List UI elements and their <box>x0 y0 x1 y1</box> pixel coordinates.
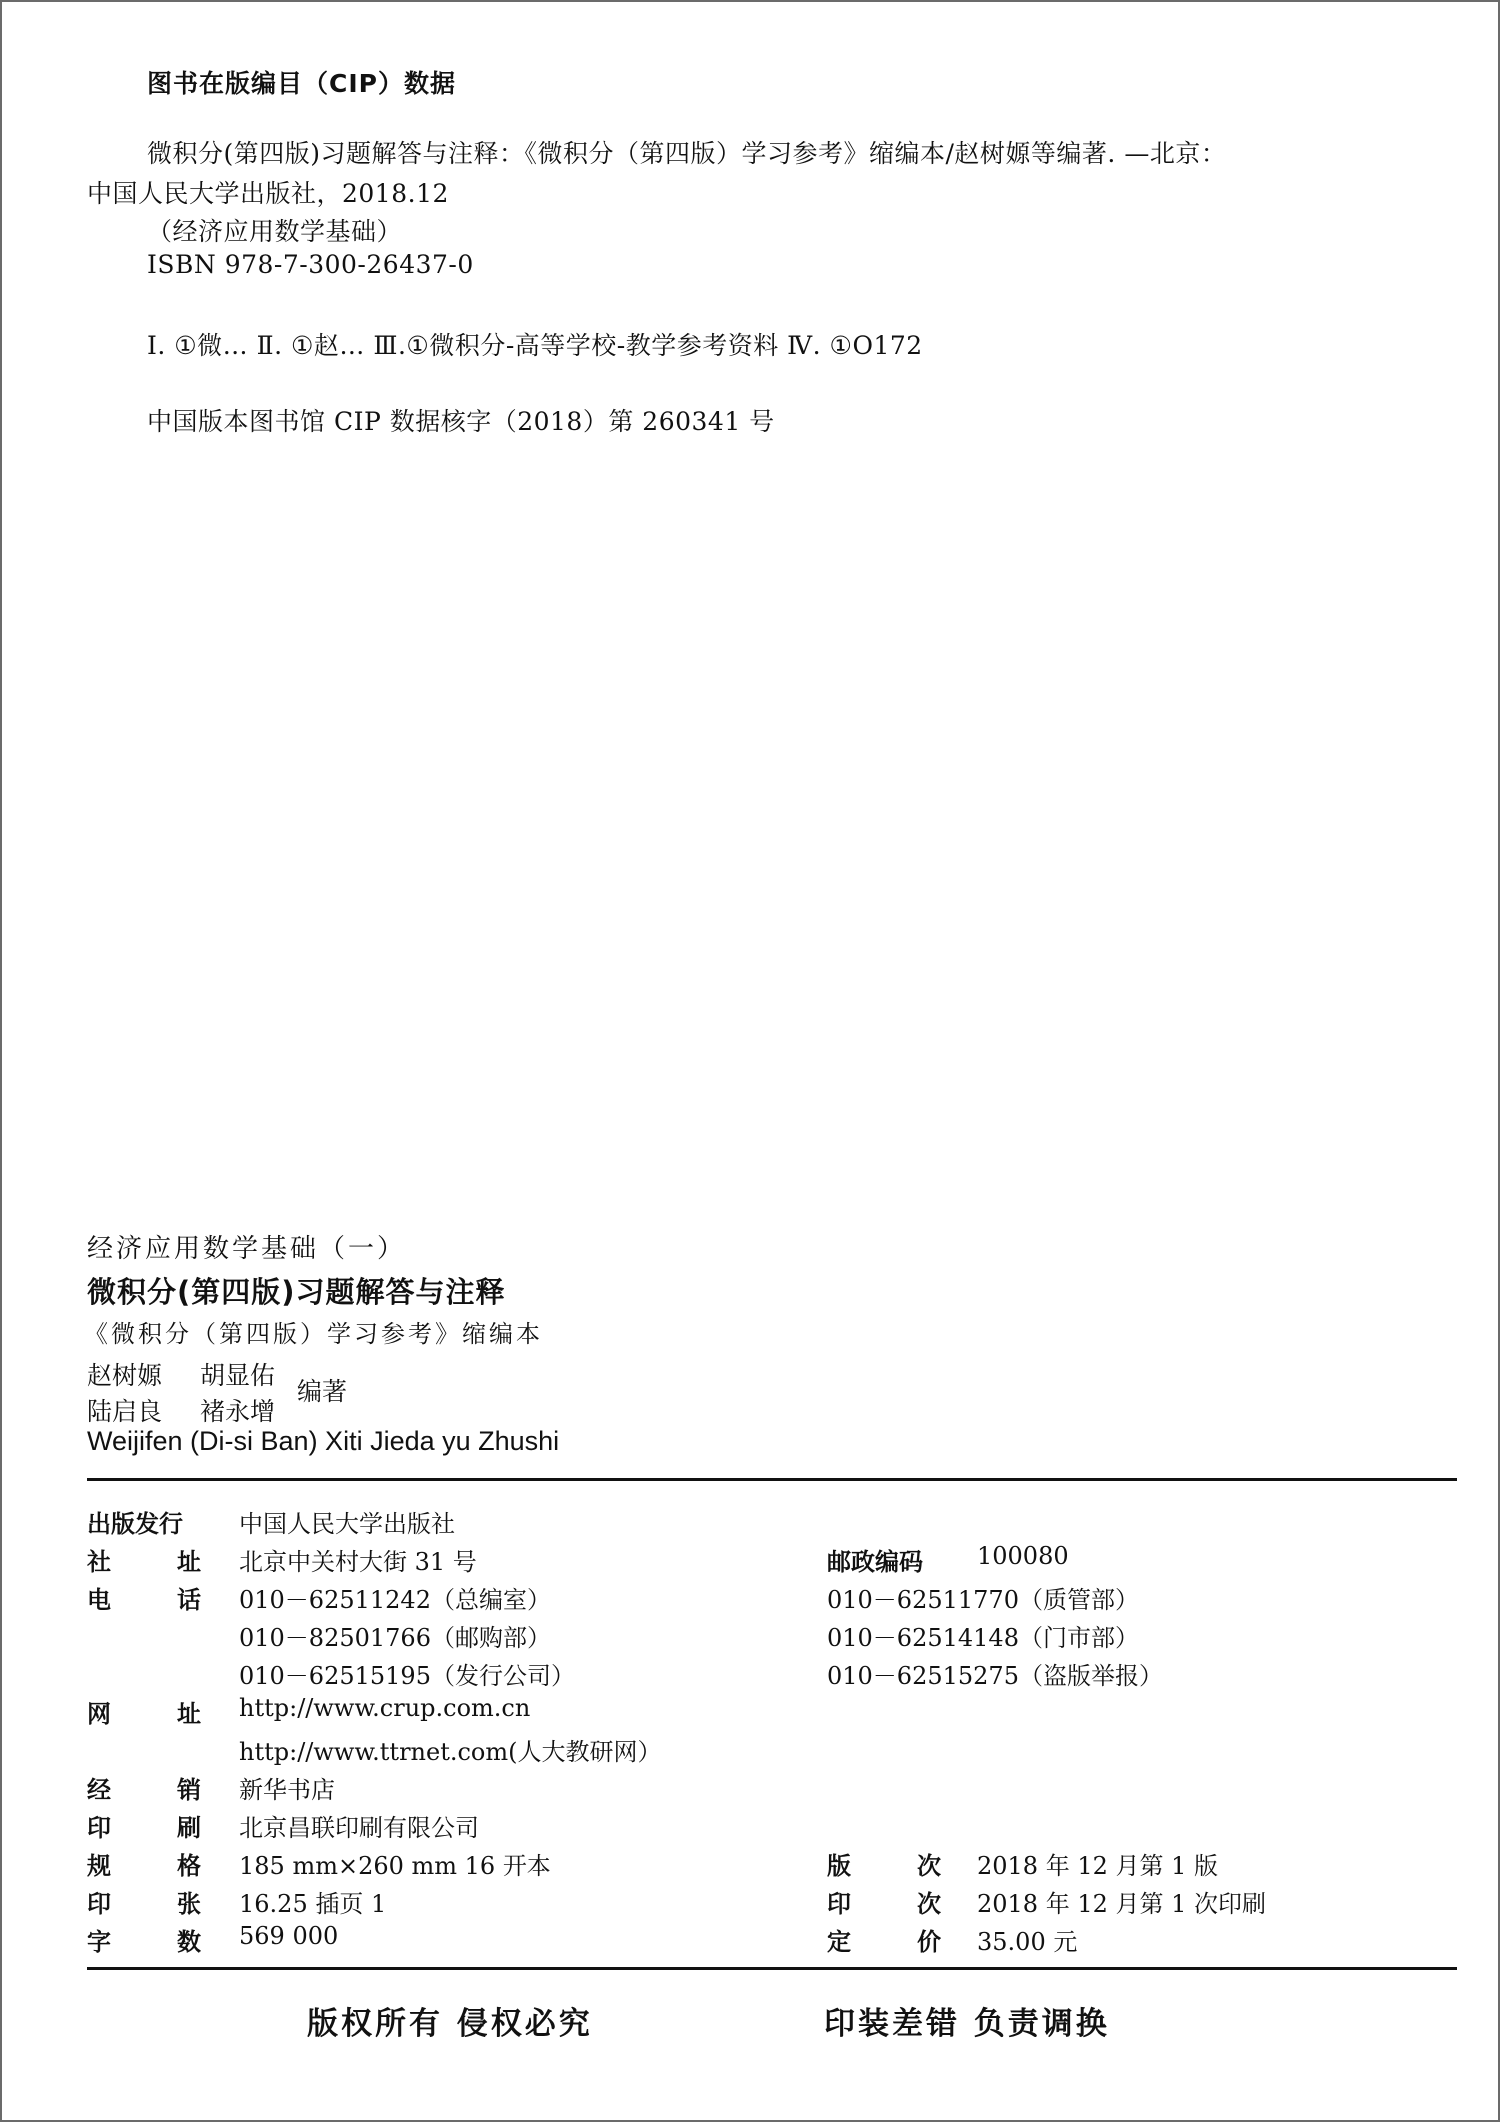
cip-series-line: （经济应用数学基础） <box>147 217 403 246</box>
pinyin-title: Weijifen (Di-si Ban) Xiti Jieda yu Zhushi <box>87 1426 560 1456</box>
imprint-label: 规 <box>87 1852 111 1880</box>
imprint-label: 格 <box>177 1852 201 1880</box>
postcode-label: 邮政编码 <box>827 1548 923 1576</box>
imprint-value: 16.25 插页 1 <box>239 1890 387 1918</box>
cip-heading: 图书在版编目（CIP）数据 <box>147 69 456 98</box>
cip-publisher-line: 中国人民大学出版社，2018.12 <box>87 179 449 208</box>
imprint-label: 印 <box>87 1890 111 1918</box>
imprint-label: 字 <box>87 1928 111 1956</box>
imprint-value: 新华书店 <box>239 1776 335 1804</box>
imprint-label: 出版发行 <box>87 1510 183 1538</box>
website-link[interactable]: http://www.crup.com.cn <box>239 1694 531 1722</box>
phone-number: 010－62511770（质管部） <box>827 1586 1139 1614</box>
cip-isbn: ISBN 978-7-300-26437-0 <box>147 250 474 279</box>
imprint-row-publisher <box>87 1504 183 1539</box>
price-value: 35.00 元 <box>977 1928 1078 1956</box>
imprint-value: 185 mm×260 mm 16 开本 <box>239 1852 551 1880</box>
top-divider <box>87 1478 1457 1481</box>
phone-number: 010－62514148（门市部） <box>827 1624 1139 1652</box>
imprint-value: 北京中关村大街 31 号 <box>239 1548 477 1576</box>
cip-library-record: 中国版本图书馆 CIP 数据核字（2018）第 260341 号 <box>147 407 775 436</box>
book-title: 微积分(第四版)习题解答与注释 <box>87 1275 506 1309</box>
postcode-value: 100080 <box>977 1542 1069 1570</box>
imprint-label: 电 <box>87 1586 111 1614</box>
imprint-label: 印 <box>87 1814 111 1842</box>
imprint-label: 销 <box>177 1776 201 1804</box>
bottom-divider <box>87 1967 1457 1970</box>
website-link[interactable]: http://www.ttrnet.com(人大教研网） <box>239 1738 662 1766</box>
phone-number: 010－62515275（盗版举报） <box>827 1662 1163 1690</box>
imprint-label: 网 <box>87 1700 111 1728</box>
replacement-slogan: 印装差错 负责调换 <box>824 2006 1110 2042</box>
imprint-label: 话 <box>177 1586 201 1614</box>
imprint-label: 数 <box>177 1928 201 1956</box>
imprint-value: 569 000 <box>239 1922 339 1950</box>
imprint-value: 中国人民大学出版社 <box>239 1510 455 1538</box>
author-role: 编著 <box>297 1377 348 1406</box>
imprint-label: 址 <box>177 1700 201 1728</box>
imprint-label: 社 <box>87 1548 111 1576</box>
imprint-label: 版 <box>827 1852 851 1880</box>
imprint-value: 010－62515195（发行公司） <box>239 1662 575 1690</box>
imprint-label: 次 <box>917 1890 941 1918</box>
edition-value: 2018 年 12 月第 1 版 <box>977 1852 1219 1880</box>
printing-value: 2018 年 12 月第 1 次印刷 <box>977 1890 1267 1918</box>
imprint-value: 010－62511242（总编室） <box>239 1586 551 1614</box>
author: 胡显佑 <box>200 1361 276 1390</box>
cip-classification: Ⅰ. ①微… Ⅱ. ①赵… Ⅲ.①微积分-高等学校-教学参考资料 Ⅳ. ①O172 <box>147 331 923 360</box>
author: 褚永增 <box>200 1397 276 1426</box>
imprint-label: 印 <box>827 1890 851 1918</box>
imprint-label: 定 <box>827 1928 851 1956</box>
imprint-label: 经 <box>87 1776 111 1804</box>
imprint-label: 址 <box>177 1548 201 1576</box>
imprint-value: 北京昌联印刷有限公司 <box>239 1814 479 1842</box>
imprint-label: 张 <box>177 1890 201 1918</box>
series-name: 经济应用数学基础（一） <box>87 1234 407 1264</box>
cip-title-line: 微积分(第四版)习题解答与注释：《微积分（第四版）学习参考》缩编本/赵树嫄等编著. —北京： <box>147 139 1227 168</box>
imprint-label: 刷 <box>177 1814 201 1842</box>
book-subtitle: 《微积分（第四版）学习参考》缩编本 <box>84 1320 543 1348</box>
author: 陆启良 <box>87 1397 163 1426</box>
imprint-value: 010－82501766（邮购部） <box>239 1624 551 1652</box>
imprint-label: 次 <box>917 1852 941 1880</box>
copyright-slogan: 版权所有 侵权必究 <box>307 2006 593 2042</box>
imprint-label: 价 <box>917 1928 941 1956</box>
author: 赵树嫄 <box>87 1361 163 1390</box>
